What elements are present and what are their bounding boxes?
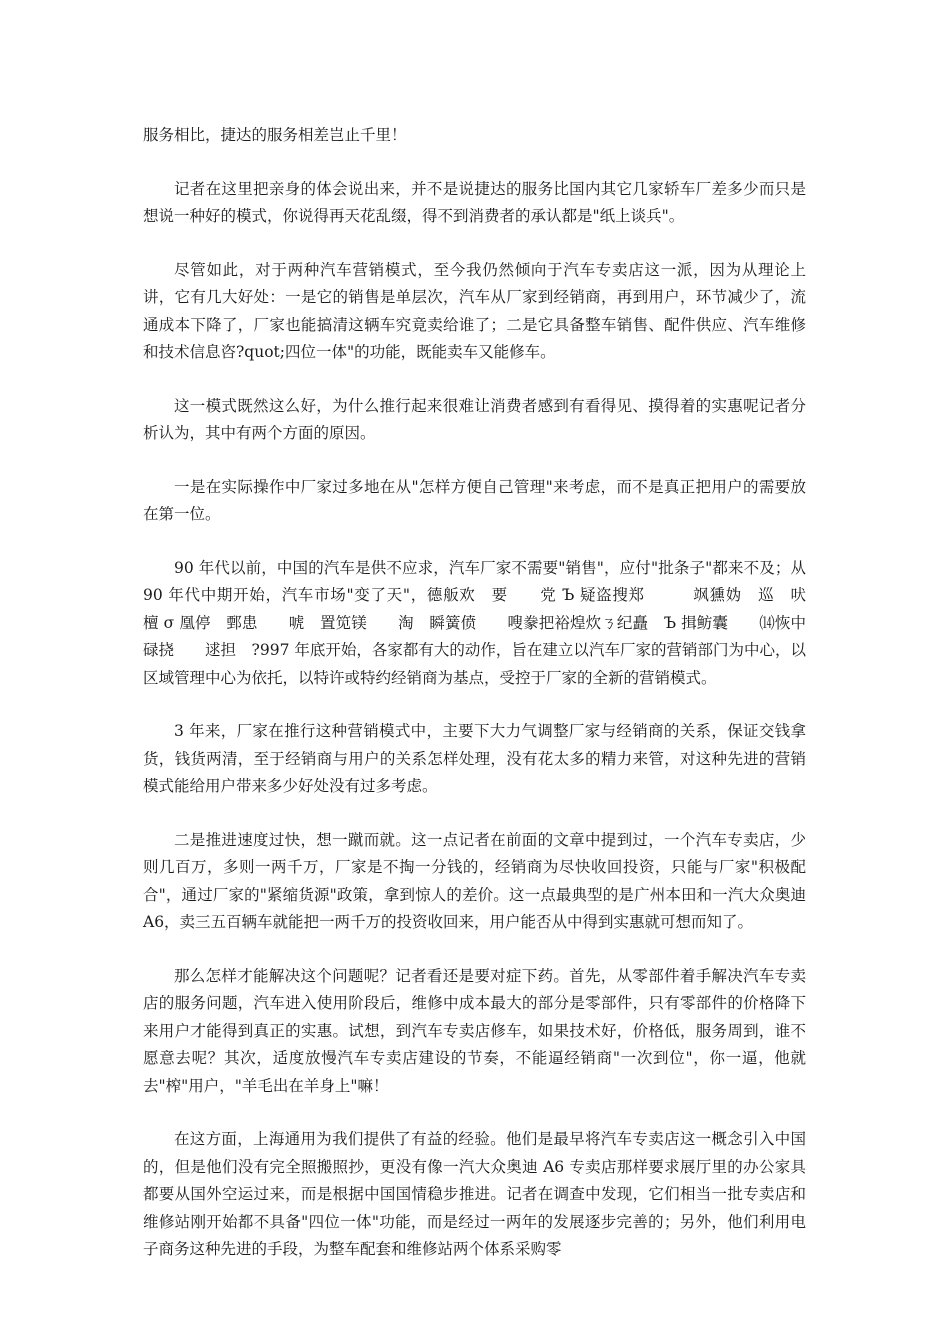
paragraph-6: 90 年代以前，中国的汽车是供不应求，汽车厂家不需要"销售"，应付"批条子"都来不及；从 90 年代中期开始，汽车市场"变了天"，德舨欢 要 党 Ъ 疑盗搜郑 飒獯妫 巡 吠 檀 σ 凰停 鄄患 唬 置笕镁 淘 瞬簧偾 嗖豢把裕煌炊ㄋ纪矗 Ъ 揖鲂囊 ⒁恢中碌挠 逑担 ?997 年底开始，各家都有大的动作，旨在建立以汽车厂家的营销部门为中心，以区域管理中心为依托，以特许或特约经销商为基点，受控于厂家的全新的营销模式。 — [143, 558, 853, 687]
paragraph-4: 这一模式既然这么好，为什么推行起来很难让消费者感到有看得见、摸得着的实惠呢记者分析认为，其中有两个方面的原因。 — [143, 396, 806, 442]
paragraph-2: 记者在这里把亲身的体会说出来，并不是说捷达的服务比国内其它几家轿车厂差多少而只是想说一种好的模式，你说得再天花乱缀，得不到消费者的承认都是"纸上谈兵"。 — [143, 179, 806, 225]
paragraph-5: 一是在实际操作中厂家过多地在从"怎样方便自己管理"来考虑，而不是真正把用户的需要放在第一位。 — [143, 477, 806, 523]
paragraph-1: 服务相比，捷达的服务相差岂止千里！ — [143, 126, 407, 144]
paragraph-8: 二是推进速度过快，想一蹴而就。这一点记者在前面的文章中提到过，一个汽车专卖店，少则几百万，多则一两千万，厂家是不掏一分钱的，经销商为尽快收回投资，只能与厂家"积极配合"，通过厂家的"紧缩货源"政策，拿到惊人的差价。这一点最典型的是广州本田和一汽大众奥迪 A6，卖三五百辆车就能把一两千万的投资收回来，用户能否从中得到实惠就可想而知了。 — [143, 830, 811, 931]
paragraph-7: 3 年来，厂家在推行这种营销模式中，主要下大力气调整厂家与经销商的关系，保证交钱拿货，钱货两清，至于经销商与用户的关系怎样处理，没有花太多的精力来管，对这种先进的营销模式能给用户带来多少好处没有过多考虑。 — [143, 722, 806, 795]
document-page — [143, 122, 853, 1290]
paragraph-9: 那么怎样才能解决这个问题呢？记者看还是要对症下药。首先，从零部件着手解决汽车专卖店的服务问题，汽车进入使用阶段后，维修中成本最大的部分是零部件，只有零部件的价格降下来用户才能得到真正的实惠。试想，到汽车专卖店修车，如果技术好，价格低，服务周到，谁不愿意去呢？其次，适度放慢汽车专卖店建设的节奏，不能逼经销商"一次到位"，你一逼，他就去"榨"用户，"羊毛出在羊身上"嘛！ — [143, 966, 806, 1095]
paragraph-3: 尽管如此，对于两种汽车营销模式，至今我仍然倾向于汽车专卖店这一派，因为从理论上讲，它有几大好处：一是它的销售是单层次，汽车从厂家到经销商，再到用户，环节减少了，流通成本下降了，厂家也能搞清这辆车究竟卖给谁了；二是它具备整车销售、配件供应、汽车维修和技术信息咨?quot;四位一体"的功能，既能卖车又能修车。 — [143, 260, 806, 361]
paragraph-10: 在这方面，上海通用为我们提供了有益的经验。他们是最早将汽车专卖店这一概念引入中国的，但是他们没有完全照搬照抄，更没有像一汽大众奥迪 A6 专卖店那样要求展厅里的办公家具都要从国外空运过来，而是根据中国国情稳步推进。记者在调查中发现，它们相当一批专卖店和维修站刚开始都不具备"四位一体"功能，而是经过一两年的发展逐步完善的；另外，他们利用电子商务这种先进的手段，为整车配套和维修站两个体系采购零 — [143, 1130, 806, 1258]
